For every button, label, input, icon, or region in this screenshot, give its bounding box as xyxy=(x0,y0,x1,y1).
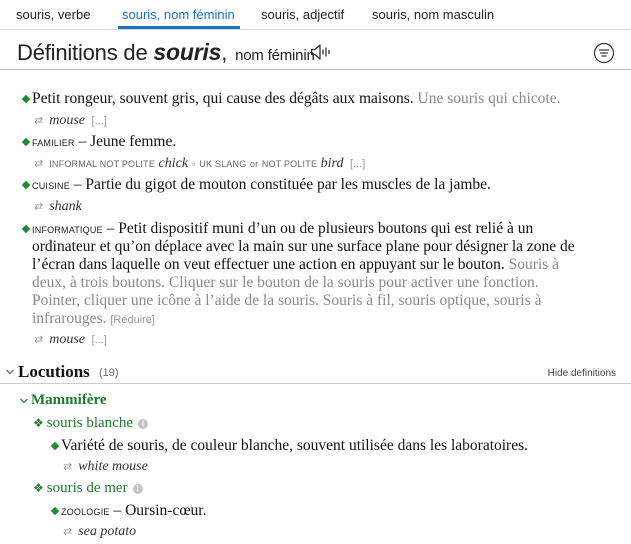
definition-4-line-3: l’écran dans laquelle on veut effectuer une action en appuyant sur le bouton. Souris à xyxy=(32,256,559,273)
definition-example: Une souris qui chicote. xyxy=(417,90,561,107)
tab-verbe[interactable]: souris, verbe xyxy=(16,7,91,22)
tab-adjectif[interactable]: souris, adjectif xyxy=(261,7,345,22)
speaker-icon[interactable] xyxy=(310,43,332,61)
page-title: Définitions de souris, nom féminin xyxy=(17,39,315,65)
locutions-header xyxy=(0,362,631,384)
translation-4: ⇄ mouse [...] xyxy=(34,332,107,347)
info-icon[interactable]: i xyxy=(133,484,143,494)
reduce-link[interactable]: [Réduire] xyxy=(110,314,155,326)
translation-2: ⇄ INFORMAL NOT POLITE chick ▫ UK SLANG or NOT POLITE bird [...] xyxy=(34,156,366,171)
translate-arrows-icon: ⇄ xyxy=(34,200,44,213)
locution-star-icon: ❖ xyxy=(33,481,44,495)
more-translations-link[interactable]: [...] xyxy=(350,158,366,170)
more-translations-link[interactable]: [...] xyxy=(91,334,107,346)
locution-1-translation: ⇄ white mouse xyxy=(63,459,148,474)
definition-4-line-2: ordinateur et qu’on déplace avec la main sur une surface plane pour désigner la zone de xyxy=(32,238,575,255)
domain-label: INFORMATIQUE xyxy=(32,225,103,235)
definition-example: deux, à trois boutons. Cliquer sur le bouton de la souris pour activer une fonction. xyxy=(32,274,539,291)
definition-bullet xyxy=(22,181,30,189)
domain-label: FAMILIER xyxy=(32,138,75,148)
info-icon[interactable]: i xyxy=(138,419,148,429)
domain-label: ZOOLOGIE xyxy=(61,507,110,517)
translation-1: ⇄ mouse [...] xyxy=(34,113,107,128)
definition-bullet xyxy=(22,95,30,103)
translate-arrows-icon: ⇄ xyxy=(63,460,73,473)
locutions-title[interactable]: Locutions xyxy=(18,362,90,381)
more-translations-link[interactable]: [...] xyxy=(91,115,107,127)
definition-bullet xyxy=(22,225,30,233)
translate-arrows-icon: ⇄ xyxy=(34,114,44,127)
locution-2-definition: ZOOLOGIE – Oursin-cœur. xyxy=(61,502,207,519)
definition-4-line-1: INFORMATIQUE – Petit dispositif muni d’un ou de plusieurs boutons qui est relié à un xyxy=(32,220,534,237)
translate-arrows-icon: ⇄ xyxy=(34,157,44,170)
locutions-count: (19) xyxy=(99,367,119,379)
locution-2-translation: ⇄ sea potato xyxy=(63,524,137,539)
locution-1-definition: Variété de souris, de couleur blanche, souvent utilisée dans les laboratoires. xyxy=(61,437,529,454)
definition-bullet xyxy=(22,138,30,146)
definition-bullet xyxy=(51,442,59,450)
category-mammifere[interactable]: Mammifère xyxy=(31,392,107,408)
part-of-speech: nom féminin xyxy=(235,47,315,64)
tab-nom-feminin[interactable]: souris, nom féminin xyxy=(122,7,235,22)
locution-star-icon: ❖ xyxy=(33,416,44,430)
definition-header xyxy=(0,30,631,70)
definition-example: infrarouges. [Réduire] xyxy=(32,310,155,327)
locution-souris-blanche[interactable]: ❖ souris blanche i xyxy=(33,415,148,432)
definition-1: Petit rongeur, souvent gris, qui cause des dégâts aux maisons. Une souris qui chicote. xyxy=(32,90,561,107)
translation-3: ⇄ shank xyxy=(34,199,82,214)
definition-3: CUISINE – Partie du gigot de mouton constituée par les muscles de la jambe. xyxy=(32,176,491,193)
tab-nom-masculin[interactable]: souris, nom masculin xyxy=(372,7,495,22)
headword: souris xyxy=(153,39,222,65)
definition-2: FAMILIER – Jeune femme. xyxy=(32,133,177,150)
definition-example: Pointer, cliquer une icône à l’aide de la souris. Souris à fil, souris optique, souris à xyxy=(32,292,542,309)
active-tab-indicator xyxy=(118,26,240,29)
definition-bullet xyxy=(51,507,59,515)
menu-lines-icon[interactable] xyxy=(593,42,615,64)
translate-arrows-icon: ⇄ xyxy=(63,525,73,538)
hide-definitions-link[interactable]: Hide definitions xyxy=(547,368,616,379)
tab-bar xyxy=(0,0,631,30)
locution-souris-de-mer[interactable]: ❖ souris de mer i xyxy=(33,480,143,497)
chevron-down-icon[interactable] xyxy=(20,397,28,405)
chevron-down-icon[interactable] xyxy=(6,368,14,376)
domain-label: CUISINE xyxy=(32,181,70,191)
translate-arrows-icon: ⇄ xyxy=(34,333,44,346)
